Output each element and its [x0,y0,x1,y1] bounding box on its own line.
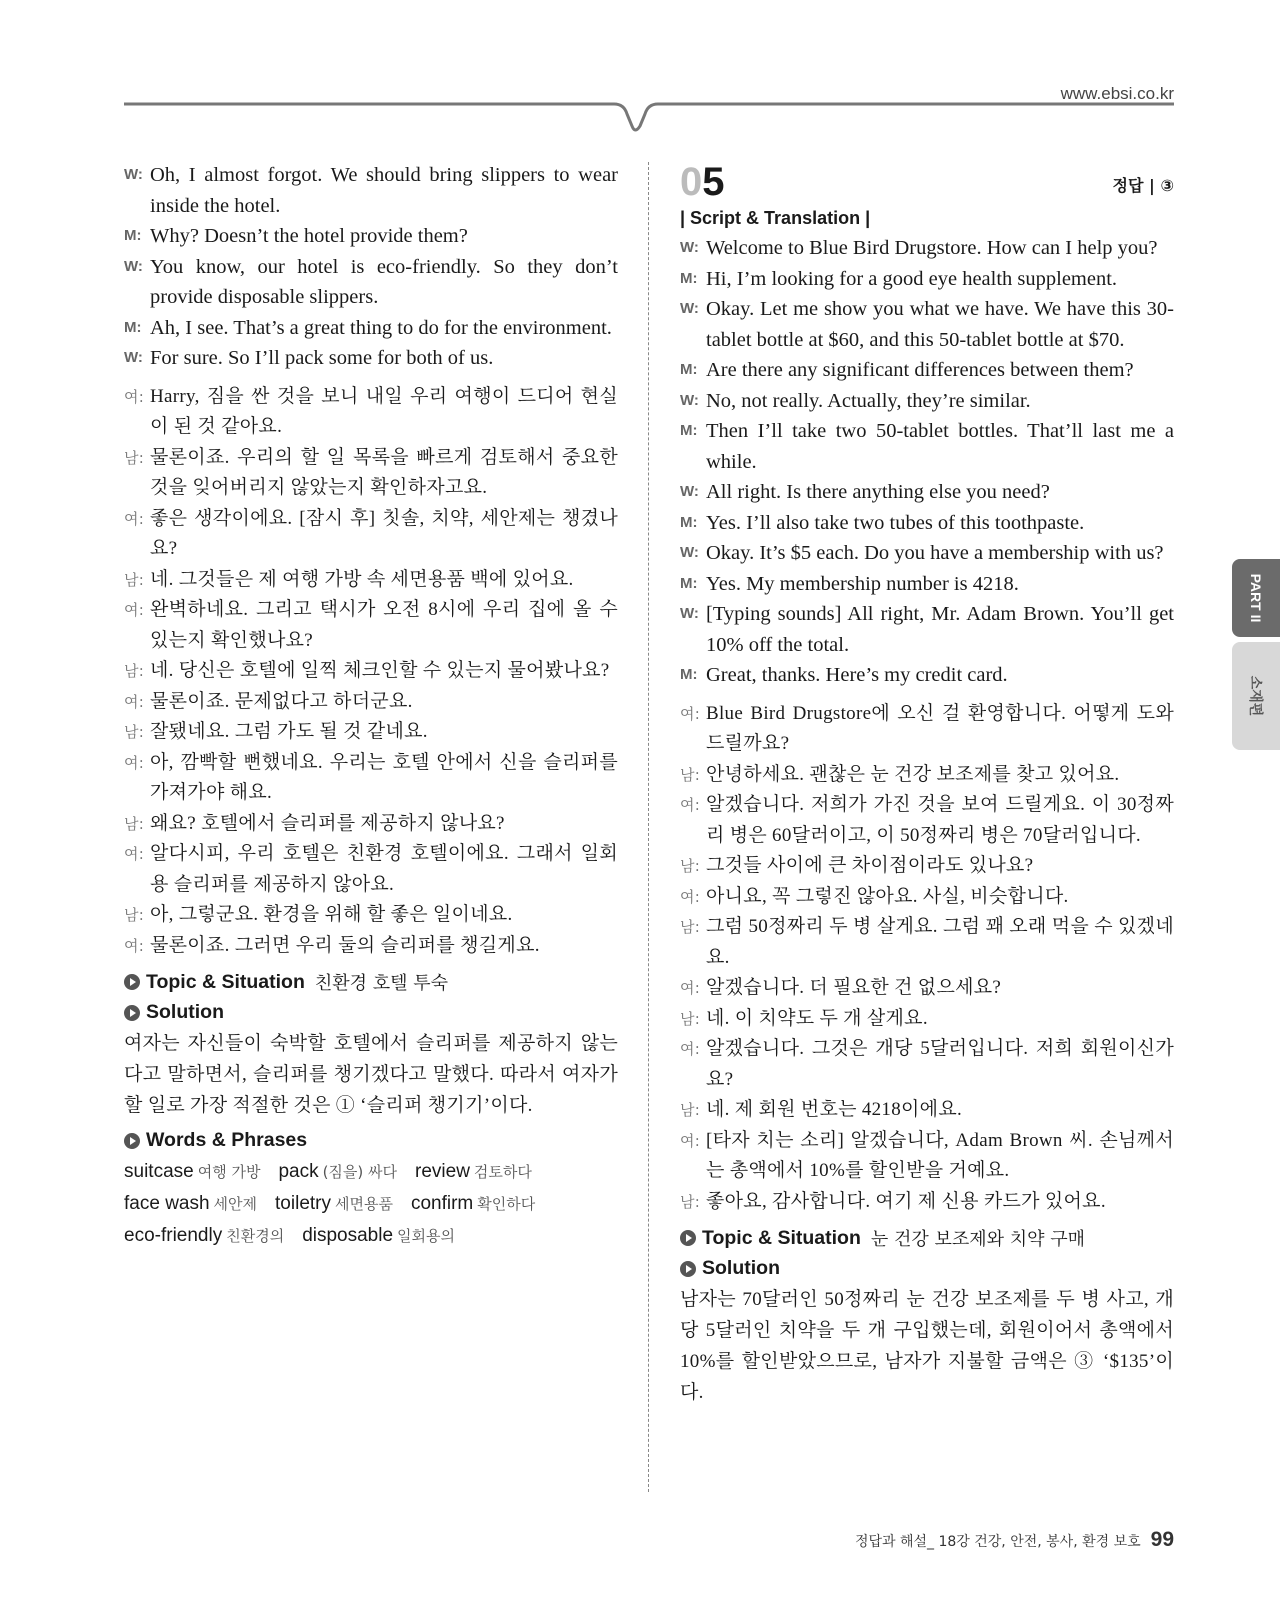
speaker-label: 여: [680,887,701,906]
dialogue-line [680,699,1174,760]
dialogue-text: Oh, I almost forgot. We should bring slippers to wear inside the hotel. [150,164,618,217]
script-translation-label: | Script & Translation | [680,208,871,228]
speaker-label: 남: [680,765,701,784]
dialogue-line [124,931,618,962]
play-icon [680,1230,696,1246]
dialogue-line [680,1004,1174,1035]
speaker-label: M: [680,513,698,531]
speaker-label: 남: [680,1101,701,1119]
speaker-label: W: [680,300,699,317]
word-korean: 세면용품 [335,1195,393,1213]
speaker-label: W: [680,239,699,256]
dialogue-text: [Typing sounds] All right, Mr. Adam Brown. You’ll get 10% off the total. [706,603,1174,656]
speaker-label: 여: [124,509,145,528]
dialogue-line [124,595,618,656]
dialogue-line [124,221,618,252]
speaker-label: 여: [680,1131,701,1150]
dialogue-text: Hi, I’m looking for a good eye health supplement. [706,267,1118,290]
solution-text: 여자는 자신들이 숙박할 호텔에서 슬리퍼를 제공하지 않는다고 말하면서, 슬리퍼를 챙기겠다고 말했다. 따라서 여자가 할 일로 가장 적절한 것은 ① ‘슬리퍼 챙기기’이다. [124,1033,618,1116]
topic-heading [124,969,618,995]
word-phrase [278,1156,397,1188]
dialogue-text: Blue Bird Drugstore에 오신 걸 환영합니다. 어떻게 도와드릴까요? [706,702,1174,754]
dialogue-text: Yes. My membership number is 4218. [706,572,1019,595]
dialogue-text: 네. 제 회원 번호는 4218이에요. [706,1099,963,1120]
topic-text: 친환경 호텔 투숙 [314,973,449,994]
dialogue-text: 네. 이 치약도 두 개 살게요. [706,1007,928,1029]
dialogue-text: 그럼 50정짜리 두 병 살게요. 그럼 꽤 오래 먹을 수 있겠네요. [706,916,1174,968]
dialogue-text: Ah, I see. That’s a great thing to do for the environment. [150,316,612,339]
dialogue-text: 그것들 사이에 큰 차이점이라도 있나요? [706,855,1034,876]
speaker-label: 남: [680,857,701,875]
dialogue-line [680,1187,1174,1218]
speaker-label: 여: [680,704,701,723]
speaker-label: 남: [680,1009,701,1028]
words-heading [124,1129,618,1152]
dialogue-text: Why? Doesn’t the hotel provide them? [150,225,468,247]
speaker-label: M: [680,269,698,287]
speaker-label: M: [124,227,142,244]
dialogue-text: Yes. I’ll also take two tubes of this toothpaste. [706,511,1085,534]
dialogue-line [680,264,1174,295]
dialogue-text: 알겠습니다. 그것은 개당 5달러입니다. 저희 회원이신가요? [706,1038,1174,1090]
dialogue-line [124,687,618,718]
dialogue-line [680,760,1174,791]
dialogue-text: Welcome to Blue Bird Drugstore. How can I help you? [706,237,1158,259]
dialogue-text: Are there any significant differences between them? [706,359,1134,381]
speaker-label: 남: [124,570,145,589]
dialogue-text: [타자 치는 소리] 알겠습니다, Adam Brown 씨. 손님께서는 총액에서 10%를 할인받을 거예요. [706,1129,1174,1181]
word-phrase [124,1156,260,1188]
left-column [124,160,618,1252]
page-footer [855,1528,1174,1552]
question-number: 05 [680,160,725,204]
dialogue-text: 좋은 생각이에요. [잠시 후] 칫솔, 치약, 세안제는 챙겼나요? [150,507,618,559]
left-translation [124,382,618,962]
word-korean: 검토하다 [473,1163,532,1181]
word-phrase [415,1156,532,1188]
dialogue-text: Then I’ll take two 50-tablet bottles. That’ll last me a while. [706,420,1174,473]
word-english: disposable [302,1225,394,1246]
dialogue-text: You know, our hotel is eco-friendly. So they don’t provide disposable slippers. [150,255,618,308]
page-number: 99 [1150,1528,1174,1551]
dialogue-line [124,656,618,687]
word-english: confirm [410,1193,474,1214]
speaker-label: 남: [124,814,145,833]
speaker-label: M: [680,422,698,439]
word-phrase [275,1188,393,1220]
dialogue-line [680,973,1174,1004]
dialogue-text: 물론이죠. 그러면 우리 둘의 슬리퍼를 챙길게요. [150,934,540,956]
dialogue-line [680,477,1174,508]
word-english: review [415,1161,470,1182]
words-label: Words & Phrases [146,1129,308,1151]
dialogue-text: Okay. Let me show you what we have. We have this 30-tablet bottle at $60, and this 50-tablet bottle at $70. [706,298,1174,351]
speaker-label: W: [680,391,699,409]
solution-heading [680,1257,1174,1280]
dialogue-line [680,355,1174,386]
dialogue-line [680,1095,1174,1126]
speaker-label: W: [680,544,699,561]
dialogue-line [124,900,618,931]
speaker-label: M: [680,361,698,378]
dialogue-line [680,416,1174,477]
topic-label: Topic & Situation [702,1226,861,1249]
dialogue-text: All right. Is there anything else you need? [706,481,1050,503]
word-english: eco-friendly [124,1225,223,1246]
word-korean: 확인하다 [477,1195,536,1213]
question-header [680,160,1174,204]
speaker-label: 여: [680,1040,701,1058]
speaker-label: W: [680,483,699,500]
dialogue-line [680,660,1174,691]
part-tab[interactable]: PART II [1232,559,1280,637]
dialogue-line [124,382,618,443]
dialogue-text: 완벽하네요. 그리고 택시가 오전 8시에 우리 집에 올 수 있는지 확인했나요? [150,599,618,651]
word-english: toiletry [275,1193,331,1214]
topic-label: Topic & Situation [146,970,305,993]
word-phrase [124,1188,257,1220]
speaker-label: M: [680,666,698,683]
dialogue-text: Okay. It’s $5 each. Do you have a membership with us? [706,542,1164,564]
word-korean: 여행 가방 [197,1163,261,1181]
dialogue-text: 아, 깜빡할 뻔했네요. 우리는 호텔 안에서 신을 슬리퍼를 가져가야 해요. [150,751,618,803]
header-rule [124,98,1174,138]
dialogue-text: 네. 그것들은 제 여행 가방 속 세면용품 백에 있어요. [150,568,574,590]
word-korean: (짐을) 싸다 [322,1163,398,1181]
words-list [124,1156,618,1252]
dialogue-line [124,160,618,221]
play-icon [124,974,140,990]
speaker-label: M: [124,318,142,336]
dialogue-line [124,809,618,840]
play-icon [124,1133,140,1149]
speaker-label: 여: [124,692,145,711]
section-tab[interactable]: 소재편 [1232,642,1280,750]
speaker-label: 남: [124,723,145,741]
dialogue-line [124,839,618,900]
dialogue-line [680,851,1174,882]
dialogue-text: No, not really. Actually, they’re similar. [706,389,1031,412]
solution-text: 남자는 70달러인 50정짜리 눈 건강 보조제를 두 병 사고, 개당 5달러인 치약을 두 개 구입했는데, 회원이어서 총액에서 10%를 할인받았으므로, 남자가 지불할 금액은 ③ ‘$135’이다. [680,1289,1174,1403]
speaker-label: 남: [124,906,145,924]
dialogue-text: For sure. So I’ll pack some for both of us. [150,347,494,369]
topic-heading [680,1225,1174,1251]
speaker-label: W: [124,166,143,183]
speaker-label: W: [124,257,143,275]
dialogue-line [680,386,1174,417]
dialogue-text: 왜요? 호텔에서 슬리퍼를 제공하지 않나요? [150,812,505,834]
speaker-label: 남: [124,662,145,680]
speaker-label: 여: [680,796,701,814]
dialogue-line [124,313,618,344]
right-script [680,233,1174,691]
dialogue-line [680,1126,1174,1187]
topic-text: 눈 건강 보조제와 치약 구매 [870,1229,1086,1250]
speaker-label: 여: [124,753,145,772]
speaker-label: 남: [124,448,145,467]
dialogue-line [680,1034,1174,1095]
dialogue-line [124,443,618,504]
word-phrase [124,1220,284,1252]
dialogue-text: 안녕하세요. 괜찮은 눈 건강 보조제를 찾고 있어요. [706,763,1120,785]
speaker-label: 여: [124,601,145,619]
dialogue-text: 알겠습니다. 저희가 가진 것을 보여 드릴게요. 이 30정짜리 병은 60달러이고, 이 50정짜리 병은 70달러입니다. [706,794,1174,846]
dialogue-line [124,343,618,374]
speaker-label: W: [680,605,699,622]
dialogue-line [124,504,618,565]
dialogue-line [124,252,618,313]
dialogue-line [124,748,618,809]
speaker-label: 남: [680,1192,701,1211]
word-phrase [411,1188,535,1220]
column-divider [648,162,649,1492]
speaker-label: M: [680,574,698,592]
speaker-label: 남: [680,918,701,936]
dialogue-line [124,565,618,596]
speaker-label: 여: [680,979,701,997]
dialogue-line [680,790,1174,851]
dialogue-text: 알겠습니다. 더 필요한 건 없으세요? [706,977,1002,998]
left-script [124,160,618,374]
dialogue-text: 물론이죠. 문제없다고 하더군요. [150,690,413,712]
dialogue-line [680,294,1174,355]
play-icon [124,1005,140,1021]
dialogue-line [680,538,1174,569]
speaker-label: W: [124,349,143,366]
solution-heading [124,1001,618,1024]
word-phrase [302,1220,455,1252]
dialogue-text: 알다시피, 우리 호텔은 친환경 호텔이에요. 그래서 일회용 슬리퍼를 제공하지 않아요. [150,843,618,895]
speaker-label: 여: [124,845,145,863]
dialogue-line [680,912,1174,973]
dialogue-line [680,233,1174,264]
answer-label: 정답 | ③ [1112,176,1174,195]
dialogue-line [680,882,1174,913]
site-url: www.ebsi.co.kr [1060,84,1174,103]
speaker-label: 여: [124,387,145,406]
word-english: face wash [124,1193,210,1214]
dialogue-text: Harry, 짐을 싼 것을 보니 내일 우리 여행이 드디어 현실이 된 것 같아요. [150,385,618,437]
word-korean: 세안제 [213,1195,258,1213]
word-korean: 친환경의 [226,1227,285,1245]
dialogue-text: 네. 당신은 호텔에 일찍 체크인할 수 있는지 물어봤나요? [150,660,610,681]
dialogue-text: 좋아요, 감사합니다. 여기 제 신용 카드가 있어요. [706,1190,1106,1212]
footer-text: 정답과 해설_ 18강 건강, 안전, 봉사, 환경 보호 [854,1534,1141,1550]
dialogue-text: 아, 그렇군요. 환경을 위해 할 좋은 일이네요. [150,904,513,925]
dialogue-text: 잘됐네요. 그럼 가도 될 것 같네요. [150,721,428,742]
dialogue-line [680,599,1174,660]
speaker-label: 여: [124,936,145,955]
dialogue-line [680,569,1174,600]
word-english: pack [278,1161,319,1182]
solution-label: Solution [702,1257,780,1279]
word-english: suitcase [124,1161,194,1182]
solution-label: Solution [146,1001,224,1023]
play-icon [680,1261,696,1277]
dialogue-text: 아니요, 꼭 그렇진 않아요. 사실, 비슷합니다. [706,885,1069,907]
right-translation [680,699,1174,1218]
dialogue-line [680,508,1174,539]
dialogue-line [124,717,618,748]
dialogue-text: 물론이죠. 우리의 할 일 목록을 빠르게 검토해서 중요한 것을 잊어버리지 않았는지 확인하자고요. [150,446,618,498]
right-column [680,160,1174,1416]
word-korean: 일회용의 [397,1227,455,1245]
dialogue-text: Great, thanks. Here’s my credit card. [706,664,1008,686]
